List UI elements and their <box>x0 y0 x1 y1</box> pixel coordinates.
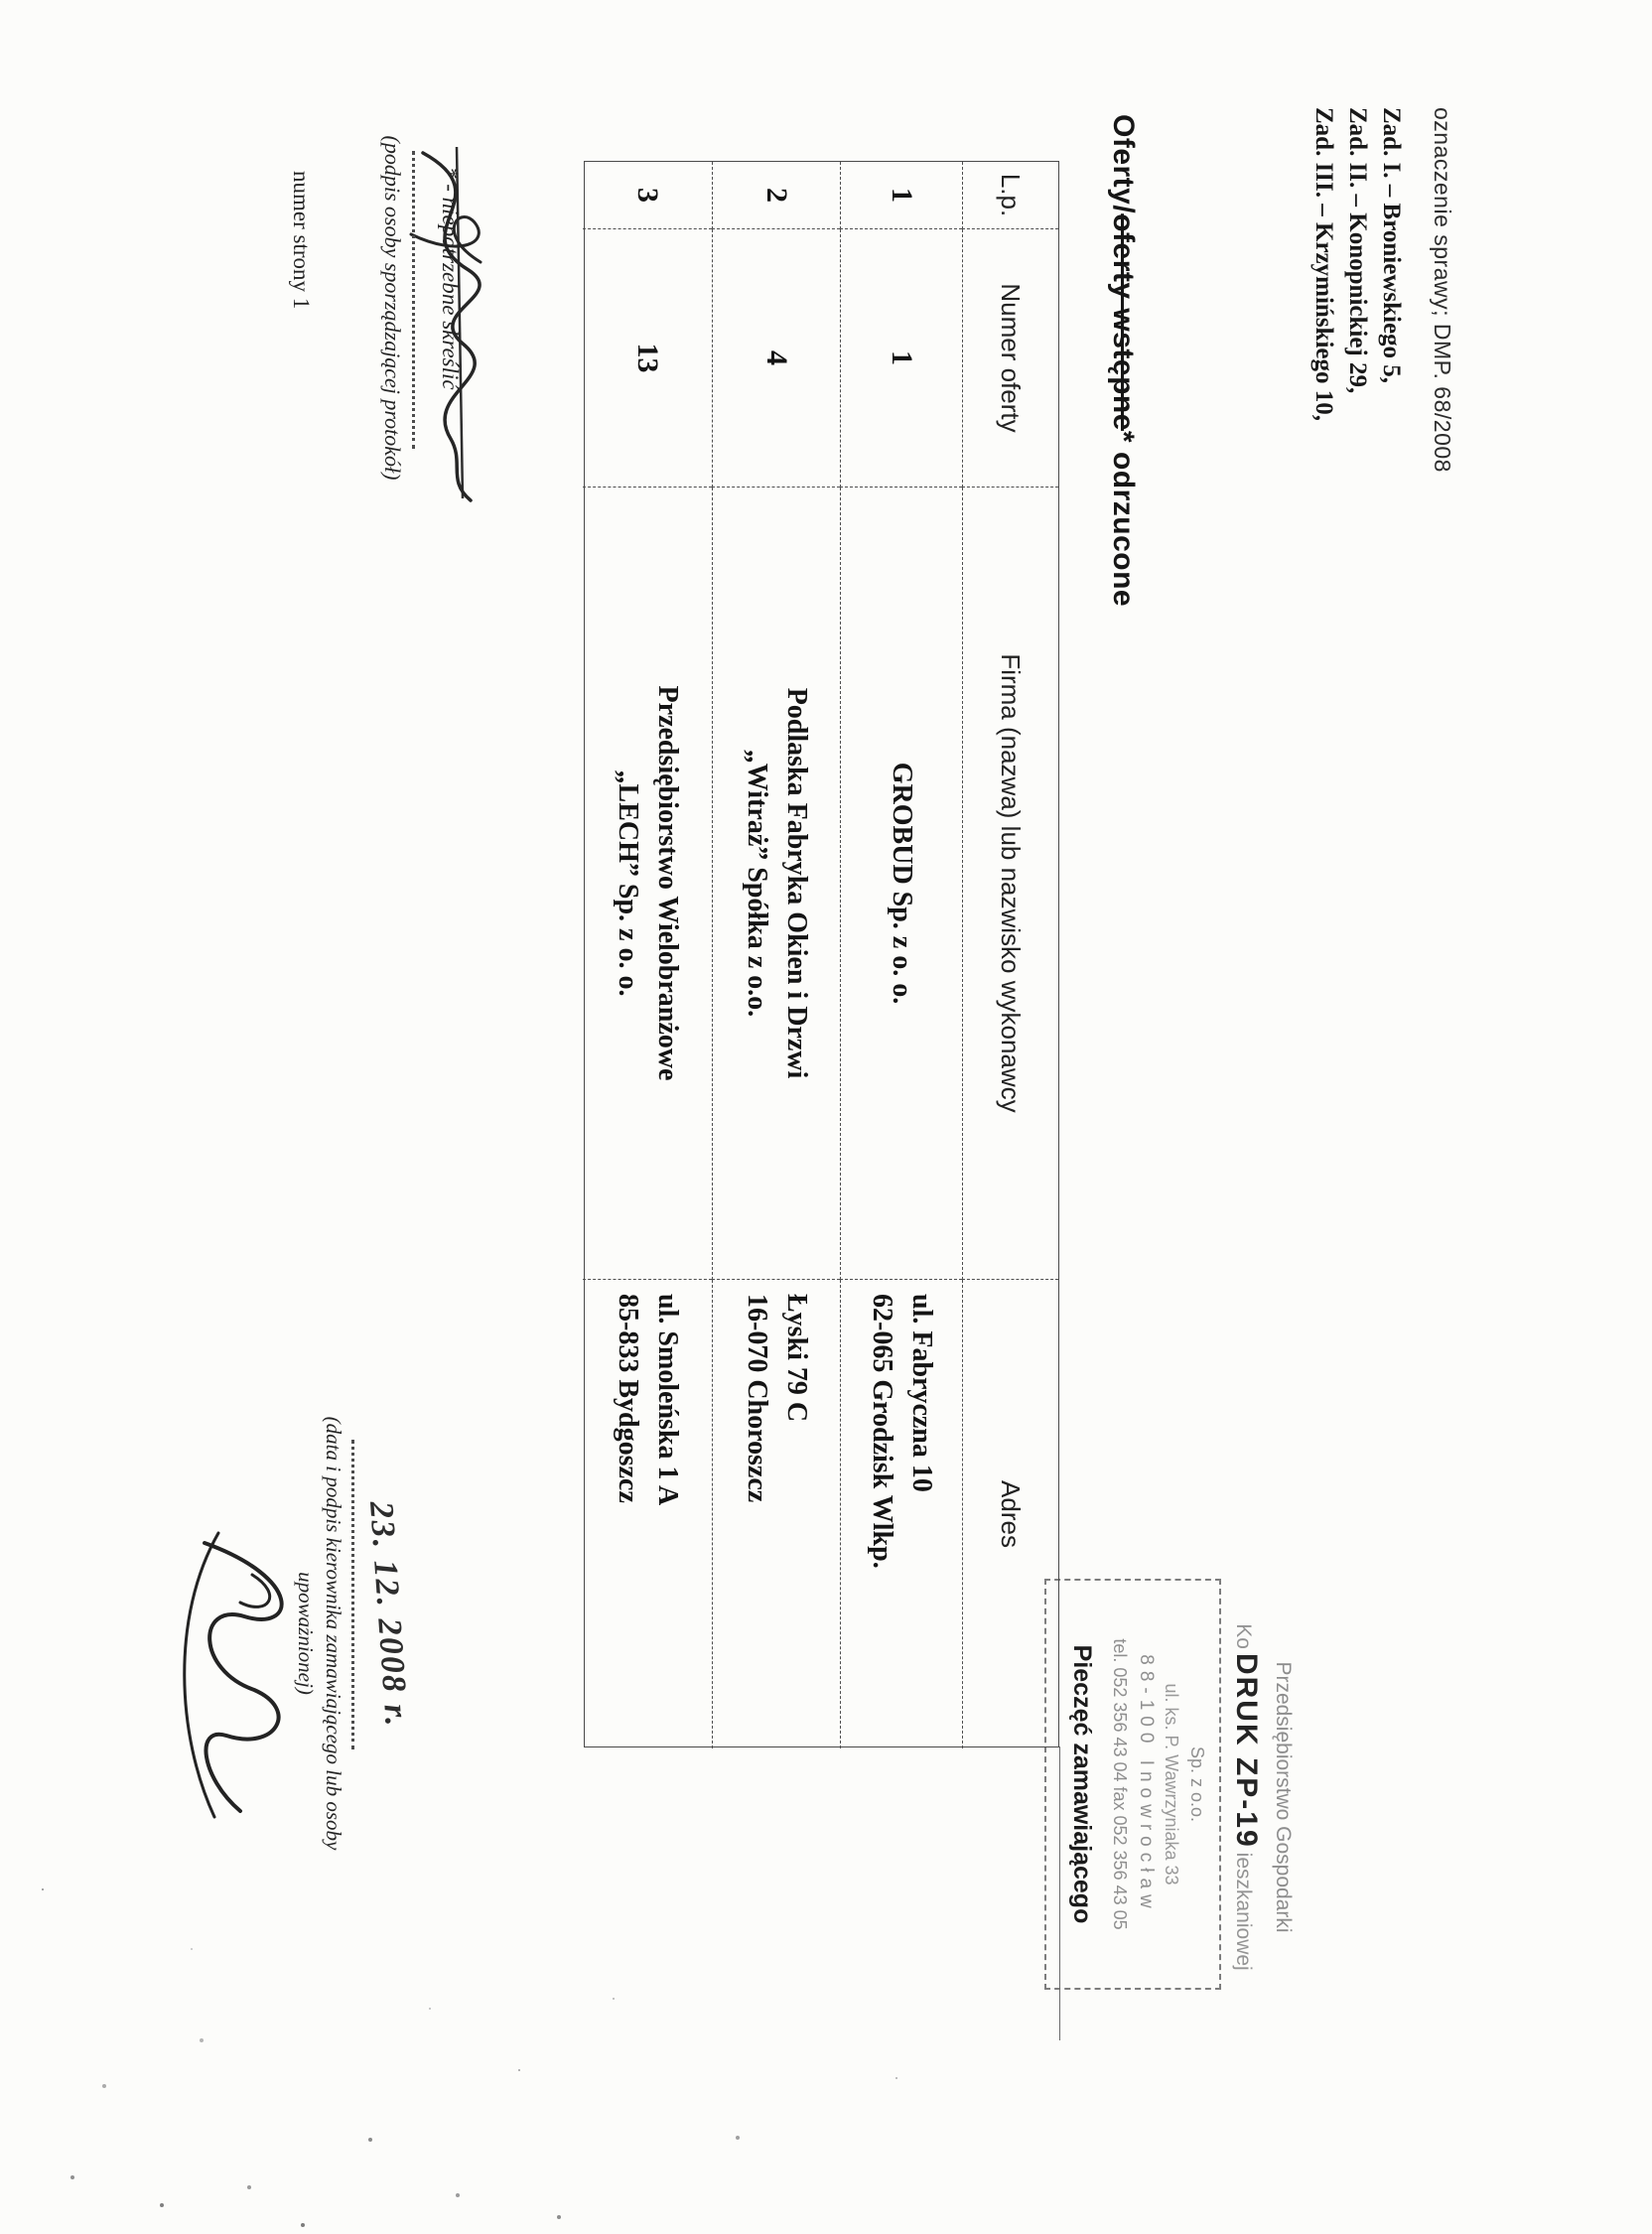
title-suffix: odrzucone <box>1107 443 1140 608</box>
stamp-fragment-right: ieszkaniowej <box>1232 1852 1255 1971</box>
stamp-box <box>1044 1579 1221 1990</box>
row1-firm <box>840 488 962 1280</box>
table-header-firm: Firma (nazwa) lub nazwisko wykonawcy <box>962 488 1058 1280</box>
row3-address-line-1: ul. Smoleńska 1 A <box>652 1294 683 1506</box>
task-line-2: Zad. II. – Konopnickiej 29, <box>1344 107 1371 394</box>
signature-dotted-line-right <box>351 1440 354 1749</box>
title-prefix: Oferty/ <box>1107 114 1140 214</box>
row2-offer-number: 4 <box>712 229 840 488</box>
page-number-label: numer strony 1 <box>289 171 314 310</box>
rejected-offers-table <box>584 161 1059 1747</box>
row3-address <box>583 1280 712 1748</box>
title-struck-text: oferty wstępne <box>1107 213 1140 431</box>
row2-firm <box>712 488 840 1280</box>
row3-offer-number: 13 <box>583 229 712 488</box>
row2-lp: 2 <box>712 162 840 229</box>
row2-firm-line-1: Podlaska Fabryka Okien i Drzwi <box>781 687 812 1079</box>
title-asterisk: * <box>1107 430 1140 444</box>
row1-address <box>840 1280 962 1748</box>
task-line-1: Zad. I. – Broniewskiego 5, <box>1378 107 1405 384</box>
row3-firm-line-2: „LECH” Sp. z o. o. <box>613 769 643 997</box>
stamp-company-line-2 <box>1229 1559 1263 2035</box>
approver-caption-line-1: (data i podpis kierownika zamawiającego lub osoby <box>322 1416 345 1851</box>
stamp-street: ul. ks. P. Wawrzyniaka 33 <box>1162 1683 1181 1885</box>
row3-firm <box>583 488 712 1280</box>
row1-firm-line-1: GROBUD Sp. z o. o. <box>887 762 917 1005</box>
stamp-fragment-left: Ko <box>1232 1623 1255 1649</box>
stamp-phone: tel. 052 356 43 04 fax 052 356 43 05 <box>1110 1638 1130 1930</box>
task-list <box>1307 107 1408 421</box>
stamp-label: Pieczęć zamawiającego <box>1068 1644 1096 1924</box>
row3-address-line-2: 85-833 Bydgoszcz <box>613 1294 643 1503</box>
row3-lp: 3 <box>583 162 712 229</box>
row1-address-line-2: 62-065 Grodzisk Wlkp. <box>867 1294 897 1569</box>
row3-firm-line-1: Przedsiębiorstwo Wielobranżowe <box>652 685 683 1081</box>
stamp-city: 88-100 Inowrocław <box>1136 1654 1157 1914</box>
preparer-caption: (podpis osoby sporządzającej protokół) <box>380 135 405 481</box>
approver-signature-scribble <box>173 1521 312 1829</box>
footnote-text: * - niepotrzebne skreślić <box>438 167 463 390</box>
case-reference: oznaczenie sprawy; DMP. 68/2008 <box>1430 107 1455 473</box>
document-title <box>1106 114 1140 607</box>
signature-dotted-line-left <box>412 151 415 449</box>
horizontal-rule-extension <box>1059 1746 1060 2040</box>
stamp-company-line-1: Przedsiębiorstwo Gospodarki <box>1272 1661 1295 1933</box>
scan-noise <box>42 1888 44 1890</box>
table-header-offer-number: Numer oferty <box>962 229 1058 488</box>
table-header-lp: L.p. <box>962 162 1058 229</box>
handwritten-date: 23. 12. 2008 r. <box>362 1499 415 1730</box>
row2-firm-line-2: „Witraż” Spółka z o.o. <box>742 749 772 1018</box>
approver-caption-line-2: upoważnionej) <box>294 1572 318 1695</box>
row1-address-line-1: ul. Fabryczna 10 <box>906 1294 937 1492</box>
form-number: DRUK ZP-19 <box>1230 1652 1263 1849</box>
task-line-3: Zad. III. – Krzymińskiego 10, <box>1310 107 1337 422</box>
row2-address-line-2: 16-070 Choroszcz <box>742 1294 772 1503</box>
row2-address <box>712 1280 840 1748</box>
row1-offer-number: 1 <box>840 229 962 488</box>
table-header-address: Adres <box>962 1280 1058 1748</box>
stamp-company-form: Sp. z o.o. <box>1187 1745 1207 1823</box>
row1-lp: 1 <box>840 162 962 229</box>
row2-address-line-1: Łyski 79 C <box>781 1294 812 1423</box>
